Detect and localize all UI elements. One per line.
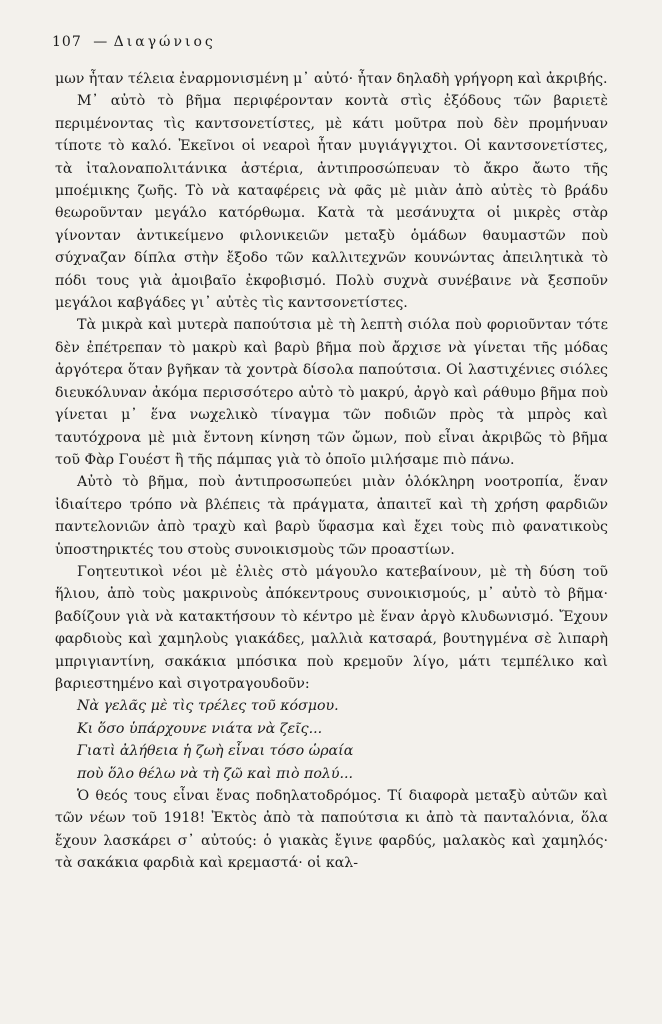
running-title: Διαγώνιος <box>113 34 216 50</box>
paragraph-closing: Ὁ θεός τους εἶναι ἕνας ποδηλατοδρόμος. Τί διαφορὰ μεταξὺ αὐτῶν καὶ τῶν νέων τοῦ 1918! Ἐκτὸς ἀπὸ τὰ παπούτσια κι ἀπὸ τὰ πανταλόνια, ὅλα ἔχουν λασκάρει σ᾽ αὐτούς: ὁ γιακὰς ἔγινε φαρδύς, μαλακὸς καὶ χαμηλός· τὰ σακάκια φαρδιὰ καὶ κρεμαστά· οἱ καλ- <box>55 788 608 872</box>
page-body <box>55 68 608 875</box>
paragraph: Γοητευτικοὶ νέοι μὲ ἐλιὲς στὸ μάγουλο κατεβαίνουν, μὲ τὴ δύση τοῦ ἥλιου, ἀπὸ τοὺς μακρινοὺς ἀπόκεντρους συνοικισμούς, μ᾽ αὐτὸ τὸ βῆμα· βαδίζουν γιὰ νὰ κατακτήσουν τὸ κέντρο μὲ ἕναν ἀργὸ κλυδωνισμό. Ἔχουν φαρδιοὺς καὶ χαμηλοὺς γιακάδες, μαλλιὰ κατσαρά, βουτηγμένα σὲ λιπαρὴ μπριγιαντίνη, σακάκια μπόσικα ποὺ κρεμοῦν λίγο, μάτι τεμπέλικο καὶ βαριεστημένο καὶ σιγοτραγουδοῦν: <box>55 563 608 692</box>
paragraph: Αὐτὸ τὸ βῆμα, ποὺ ἀντιπροσωπεύει μιὰν ὁλόκληρη νοοτροπία, ἕναν ἰδιαίτερο τρόπο νὰ βλέπεις τὰ πράγματα, ἀπαιτεῖ καὶ τὴ χρήση φαρδιῶν παντελονιῶν ἀπὸ τραχὺ καὶ βαρὺ ὕφασμα καὶ ἔχει τοὺς πιὸ φανατικοὺς ὑποστηρικτές του στοὺς συνοικισμοὺς τῶν προαστίων. <box>55 474 608 558</box>
verse-line: Γιατὶ ἀλήθεια ἡ ζωὴ εἶναι τόσο ὡραία <box>77 743 354 760</box>
verse-line: Νὰ γελᾶς μὲ τὶς τρέλες τοῦ κόσμου. <box>77 698 339 715</box>
paragraph-continuation: μων ἦταν τέλεια ἐναρμονισμένη μ᾽ αὐτό· ἦταν δηλαδὴ γρήγορη καὶ ἀκριβής. <box>55 71 608 87</box>
verse-line: Κι ὅσο ὑπάρχουνε νιάτα νὰ ζεῖς... <box>77 720 323 737</box>
verse-line: ποὺ ὅλο θέλω νὰ τὴ ζῶ καὶ πιὸ πολύ... <box>77 765 354 782</box>
paragraph: Τὰ μικρὰ καὶ μυτερὰ παπούτσια μὲ τὴ λεπτὴ σιόλα ποὺ φοριοῦνταν τότε δὲν ἐπέτρεπαν τὸ μακρὺ καὶ βαρὺ βῆμα ποὺ ἄρχισε νὰ γίνεται τῆς μόδας ἀργότερα ὅταν βγῆκαν τὰ χοντρὰ δίσολα παπούτσια. Οἱ λαστιχένιες σιόλες διευκόλυναν ἀκόμα περισσότερο αὐτὸ τὸ μακρύ, ἀργὸ καὶ ράθυμο βῆμα ποὺ γίνεται μ᾽ ἕνα νωχελικὸ τίναγμα τῶν ποδιῶν πρὸς τὰ μπρὸς καὶ ταυτόχρονα μὲ μιὰ ἔντονη κίνηση τῶν ὤμων, ποὺ εἶναι ἀκριβῶς τὸ βῆμα τοῦ Φὰρ Γουέστ ἢ τῆς πάμπας γιὰ τὸ ὁποῖο μιλήσαμε πιὸ πάνω. <box>55 317 608 468</box>
song-verse <box>77 695 608 785</box>
page-number: 107 <box>52 34 82 50</box>
header-separator: — <box>93 34 109 50</box>
paragraph: Μ᾽ αὐτὸ τὸ βῆμα περιφέρονταν κοντὰ στὶς ἐξόδους τῶν βαριετὲ περιμένοντας τὶς καντσονετίστες, μὲ κάτι μοῦτρα ποὺ δὲν προμήνυαν τίποτε τὸ καλό. Ἐκεῖνοι οἱ νεαροὶ ἦταν μυγιάγγιχτοι. Οἱ καντσονετίστες, τὰ ἰταλοναπολιτάνικα ἀστέρια, ἀντιπροσώπευαν τὸ ἄκρο ἄωτο τῆς μποέμικης ζωῆς. Τὸ νὰ καταφέρεις νὰ φᾶς μὲ μιὰν ἀπὸ αὐτὲς τὸ βράδυ θεωροῦνταν μεγάλο κατόρθωμα. Κατὰ τὰ μεσάνυχτα οἱ μικρὲς στὰρ γίνονταν ἀντικείμενο φιλονικειῶν μεταξὺ ὁμάδων θαυμαστῶν ποὺ σύχναζαν δίπλα στὴν ἔξοδο τῶν καλλιτεχνῶν κουνώντας ἀπειλητικὰ τὸ πόδι τους γιὰ ἀμοιβαῖο ἐκφοβισμό. Πολὺ συχνὰ συνέβαινε νὰ ξεσποῦν μεγάλοι καβγάδες γι᾽ αὐτὲς τὶς καντσονετίστες. <box>55 93 608 312</box>
running-header <box>52 34 216 50</box>
